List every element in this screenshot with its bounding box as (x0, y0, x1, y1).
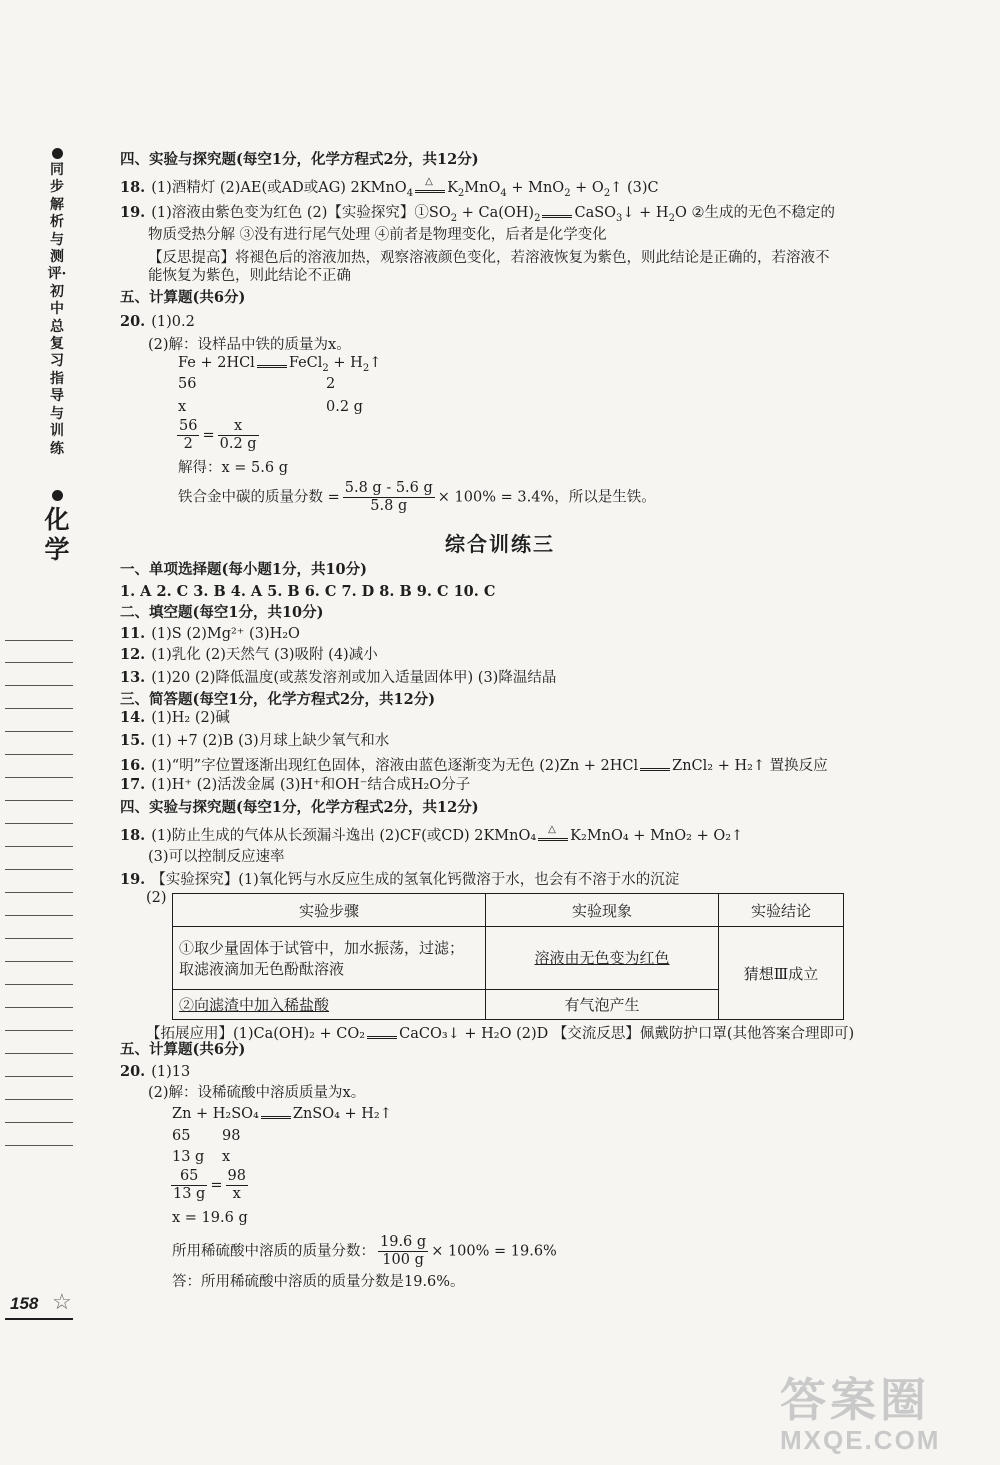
iron-ratio-row1: 56 (178, 376, 197, 392)
table-cell-step2: ②向滤渣中加入稀盐酸 (173, 989, 486, 1019)
section-4-heading-top: 四、实验与探究题(每空1分，化学方程式2分，共12分) (120, 151, 479, 168)
heat-equals-sign: △ (415, 184, 445, 193)
zinc-equation: Zn + H₂SO₄ ZnSO₄ + H₂↑ (172, 1106, 392, 1122)
experiment-table (172, 893, 844, 1020)
watermark-logo: 答案圈 MXQE.COM (780, 1374, 941, 1455)
zinc-solve: x = 19.6 g (172, 1210, 248, 1226)
q19: 19. 【实验探究】(1)氧化钙与水反应生成的氢氧化钙微溶于水，也会有不溶于水的沉淀 (120, 871, 680, 888)
q11: 11. (1)S (2)Mg²⁺ (3)H₂O (120, 625, 300, 642)
final-answer: 答：所用稀硫酸中溶质的质量分数是19.6%。 (172, 1274, 465, 1290)
table-cell-obs2: 有气泡产生 (486, 989, 719, 1019)
table-cell-step1: ①取少量固体于试管中，加水振荡，过滤； 取滤液滴加无色酚酞溶液 (173, 927, 486, 989)
section-4-heading: 四、实验与探究题(每空1分，化学方程式2分，共12分) (120, 799, 479, 816)
q18-part3: (3)可以控制反应速率 (148, 849, 285, 865)
equals-sign (261, 1110, 291, 1119)
q18-top: 18. (1)酒精灯 (2)AE(或AD或AG) 2KMnO$_4$ △ $K_2MnO_4 + MnO_2$ + $O_2↑$ (3)C (120, 175, 659, 199)
q14: 14. (1)H₂ (2)碱 (120, 709, 230, 726)
sidebar-dot-bottom (52, 490, 63, 501)
carbon-percent: 铁合金中碳的质量分数 = $\frac{5.8 g - 5.6 g}{5.8 g}$ × 100% = 3.4%，所以是生铁。 (178, 480, 656, 514)
q12: 12. (1)乳化 (2)天然气 (3)吸附 (4)减小 (120, 646, 378, 663)
sidebar-series-title: 同步解析与测评·初中总复习指导与训练 (47, 162, 67, 457)
expand-application: 【拓展应用】(1)Ca(OH)₂ + CO₂ CaCO₃↓ + H₂O (2)D 【交流反思】佩戴防护口罩(其他答案合理即可) (146, 1026, 855, 1042)
sidebar-dot-top (52, 148, 63, 159)
section-5-heading-top: 五、计算题(共6分) (120, 289, 246, 306)
iron-ratio-row2: x (178, 399, 187, 415)
zinc-ratio-row2-a: 13 g (172, 1149, 205, 1165)
mc-answers: 1. A 2. C 3. B 4. A 5. B 6. C 7. D 8. B 9. C 10. C (120, 583, 496, 600)
table-header-row (173, 894, 844, 927)
q19-top-line2: 物质受热分解 ③没有进行尾气处理 ④前者是物理变化，后者是化学变化 (148, 227, 607, 243)
section-2-heading: 二、填空题(每空1分，共10分) (120, 604, 324, 621)
table-cell-conclusion: 猜想Ⅲ成立 (719, 927, 844, 1020)
section-3-heading: 三、简答题(每空1分，化学方程式2分，共12分) (120, 691, 436, 708)
zinc-proportion: $\frac{65}{13 g}$ = $\frac{98}{x}$ (173, 1168, 246, 1202)
equals-sign (367, 1030, 397, 1039)
table-header: 实验结论 (719, 894, 844, 927)
table-header: 实验步骤 (173, 894, 486, 927)
iron-solve: 解得：x = 5.6 g (178, 460, 288, 476)
section-1-heading: 一、单项选择题(每小题1分，共10分) (120, 561, 367, 578)
table-header: 实验现象 (486, 894, 719, 927)
q20-top-part1: 20. (1)0.2 (120, 313, 195, 330)
q15: 15. (1) +7 (2)B (3)月球上缺少氧气和水 (120, 732, 390, 749)
page-title: 综合训练三 (445, 532, 555, 556)
acid-percent: 所用稀硫酸中溶质的质量分数： $\frac{19.6 g}{100 g}$ × 100% = 19.6% (172, 1234, 557, 1268)
section-5-heading: 五、计算题(共6分) (120, 1041, 246, 1058)
iron-ratio-row1-b: 2 (326, 376, 336, 392)
zinc-ratio-row1-a: 65 (172, 1128, 191, 1144)
q19-top-line3: 【反思提高】将褪色后的溶液加热，观察溶液颜色变化，若溶液恢复为紫色，则此结论是正确的，若溶液不 (148, 250, 830, 266)
q20-top-part2: (2)解：设样品中铁的质量为x。 (148, 337, 351, 353)
equals-sign (257, 359, 287, 368)
iron-ratio-row2-b: 0.2 g (326, 399, 363, 415)
q13: 13. (1)20 (2)降低温度(或蒸发溶剂或加入适量固体甲) (3)降温结晶 (120, 669, 557, 686)
iron-proportion: $\frac{56}{2}$ = $\frac{x}{0.2 g}$ (179, 418, 257, 452)
page-number: 158 (10, 1294, 39, 1313)
table-cell-obs1: 溶液由无色变为红色 (486, 927, 719, 989)
equals-sign (640, 762, 670, 771)
star-icon: ☆ (52, 1290, 72, 1315)
zinc-ratio-row2-b: x (222, 1149, 231, 1165)
q19-part2-label: (2) (146, 890, 167, 906)
q20-part2: (2)解：设稀硫酸中溶质质量为x。 (148, 1085, 366, 1101)
q19-top-line1: 19. (1)溶液由紫色变为红色 (2)【实验探究】$①SO_2 + Ca(OH)_2$ CaSO$_3$↓ + $H_2O$ ②生成的无色不稳定的 (120, 204, 835, 224)
table-row (173, 927, 844, 989)
sidebar-subject: 化学 (44, 505, 70, 564)
q19-top-line4: 能恢复为紫色，则此结论不正确 (148, 268, 351, 284)
q18: 18. (1)防止生成的气体从长颈漏斗逸出 (2)CF(或CD) 2KMnO₄ △ K₂MnO₄ + MnO₂ + O₂↑ (120, 823, 744, 844)
iron-equation: Fe + 2HCl FeCl$_2$ + $H_2↑$ (178, 355, 382, 374)
page-number-rule (5, 1318, 73, 1320)
q16: 16. (1)“明”字位置逐渐出现红色固体，溶液由蓝色逐渐变为无色 (2)Zn + 2HCl ZnCl₂ + H₂↑ 置换反应 (120, 757, 828, 774)
heat-equals-sign: △ (538, 832, 568, 841)
zinc-ratio-row1-b: 98 (222, 1128, 241, 1144)
q20-part1: 20. (1)13 (120, 1063, 191, 1080)
equals-sign (542, 209, 572, 218)
q17: 17. (1)H⁺ (2)活泼金属 (3)H⁺和OH⁻结合成H₂O分子 (120, 776, 471, 793)
